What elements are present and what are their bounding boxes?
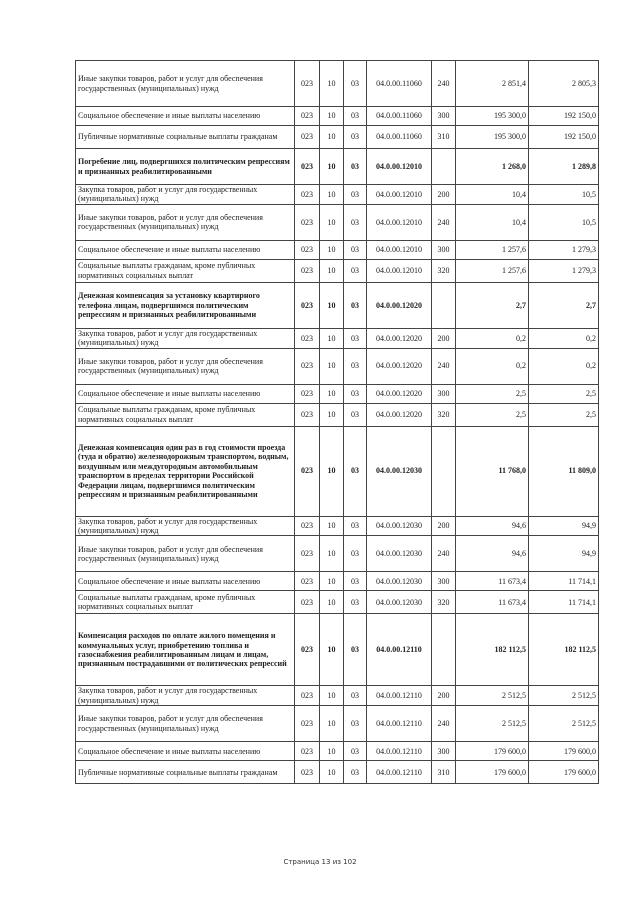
row-name: Социальное обеспечение и иные выплаты населению: [76, 107, 295, 126]
table-row: [76, 126, 599, 149]
table-row: [76, 706, 599, 742]
row-csr: 04.0.00.12110: [367, 706, 432, 742]
row-csr: 04.0.00.12110: [367, 761, 432, 784]
row-value-2: 2 512,5: [529, 706, 599, 742]
row-pr: 03: [344, 240, 367, 259]
row-value-2: 11 714,1: [529, 572, 599, 591]
row-name: Иные закупки товаров, работ и услуг для обеспечения государственных (муниципальных) нужд: [76, 348, 295, 384]
row-csr: 04.0.00.12020: [367, 328, 432, 348]
row-value-1: 182 112,5: [456, 614, 529, 686]
row-pr: 03: [344, 591, 367, 614]
row-ved: 023: [295, 282, 320, 328]
row-name: Иные закупки товаров, работ и услуг для обеспечения государственных (муниципальных) нужд: [76, 61, 295, 107]
row-rz: 10: [320, 107, 344, 126]
table-row: [76, 384, 599, 403]
row-value-2: 2 805,3: [529, 61, 599, 107]
row-value-1: 10,4: [456, 204, 529, 240]
row-vr: 240: [432, 706, 456, 742]
row-name: Публичные нормативные социальные выплаты гражданам: [76, 761, 295, 784]
row-name: Иные закупки товаров, работ и услуг для обеспечения государственных (муниципальных) нужд: [76, 706, 295, 742]
row-value-1: 1 257,6: [456, 240, 529, 259]
row-value-1: 11 673,4: [456, 591, 529, 614]
row-value-1: 94,6: [456, 536, 529, 572]
row-value-1: 11 768,0: [456, 426, 529, 516]
row-rz: 10: [320, 149, 344, 185]
row-ved: 023: [295, 204, 320, 240]
row-csr: 04.0.00.11060: [367, 107, 432, 126]
row-name: Публичные нормативные социальные выплаты гражданам: [76, 126, 295, 149]
row-value-2: 2 512,5: [529, 686, 599, 706]
row-rz: 10: [320, 61, 344, 107]
row-pr: 03: [344, 686, 367, 706]
row-rz: 10: [320, 591, 344, 614]
row-vr: 200: [432, 185, 456, 205]
row-rz: 10: [320, 204, 344, 240]
row-ved: 023: [295, 686, 320, 706]
row-name: Погребение лиц, подвергшихся политическим репрессиям и признанных реабилитированными: [76, 149, 295, 185]
row-ved: 023: [295, 742, 320, 761]
row-csr: 04.0.00.11060: [367, 126, 432, 149]
row-name: Денежная компенсация один раз в год стоимости проезда (туда и обратно) железнодорожным транспортом, водным, воздушным или междугородным автомобильным транспортом в пределах территории Российской Федерации лицам, подвергшимся политическим репрессиям и признанным реабилитированными: [76, 426, 295, 516]
row-vr: 300: [432, 240, 456, 259]
row-csr: 04.0.00.12010: [367, 240, 432, 259]
row-csr: 04.0.00.12030: [367, 572, 432, 591]
row-name: Иные закупки товаров, работ и услуг для обеспечения государственных (муниципальных) нужд: [76, 204, 295, 240]
table-row: [76, 742, 599, 761]
row-rz: 10: [320, 706, 344, 742]
row-ved: 023: [295, 185, 320, 205]
row-name: Социальные выплаты гражданам, кроме публичных нормативных социальных выплат: [76, 259, 295, 282]
row-pr: 03: [344, 259, 367, 282]
row-rz: 10: [320, 259, 344, 282]
row-ved: 023: [295, 614, 320, 686]
row-vr: 320: [432, 259, 456, 282]
row-csr: 04.0.00.12110: [367, 742, 432, 761]
row-vr: 310: [432, 126, 456, 149]
row-value-1: 2,5: [456, 403, 529, 426]
row-name: Компенсация расходов по оплате жилого помещения и коммунальных услуг, приобретению топлива и газоснабжения реабилитированным лицам и лицам, признанным пострадавшими от политических репрессий: [76, 614, 295, 686]
row-vr: 300: [432, 572, 456, 591]
row-rz: 10: [320, 403, 344, 426]
row-value-2: 192 150,0: [529, 126, 599, 149]
row-name: Закупка товаров, работ и услуг для государственных (муниципальных) нужд: [76, 328, 295, 348]
row-pr: 03: [344, 204, 367, 240]
row-vr: 240: [432, 536, 456, 572]
row-value-2: 1 289,8: [529, 149, 599, 185]
row-value-1: 1 257,6: [456, 259, 529, 282]
table-row: [76, 516, 599, 536]
row-value-1: 195 300,0: [456, 107, 529, 126]
table-row: [76, 403, 599, 426]
row-value-2: 1 279,3: [529, 259, 599, 282]
row-csr: 04.0.00.12020: [367, 403, 432, 426]
row-ved: 023: [295, 107, 320, 126]
row-csr: 04.0.00.12020: [367, 348, 432, 384]
row-ved: 023: [295, 706, 320, 742]
row-value-2: 0,2: [529, 328, 599, 348]
row-value-1: 0,2: [456, 328, 529, 348]
row-pr: 03: [344, 282, 367, 328]
row-vr: 300: [432, 107, 456, 126]
row-value-1: 10,4: [456, 185, 529, 205]
row-value-2: 2,5: [529, 384, 599, 403]
row-value-2: 182 112,5: [529, 614, 599, 686]
row-rz: 10: [320, 348, 344, 384]
row-ved: 023: [295, 516, 320, 536]
row-value-1: 2 512,5: [456, 706, 529, 742]
table-row: [76, 348, 599, 384]
row-pr: 03: [344, 614, 367, 686]
row-pr: 03: [344, 706, 367, 742]
row-csr: 04.0.00.12010: [367, 149, 432, 185]
row-pr: 03: [344, 185, 367, 205]
table-row: [76, 61, 599, 107]
row-name: Социальное обеспечение и иные выплаты населению: [76, 384, 295, 403]
row-pr: 03: [344, 328, 367, 348]
row-pr: 03: [344, 516, 367, 536]
row-csr: 04.0.00.12030: [367, 591, 432, 614]
row-name: Закупка товаров, работ и услуг для государственных (муниципальных) нужд: [76, 516, 295, 536]
row-ved: 023: [295, 536, 320, 572]
row-name: Закупка товаров, работ и услуг для государственных (муниципальных) нужд: [76, 185, 295, 205]
table-row: [76, 204, 599, 240]
row-rz: 10: [320, 328, 344, 348]
row-rz: 10: [320, 516, 344, 536]
row-vr: [432, 614, 456, 686]
row-pr: 03: [344, 126, 367, 149]
row-ved: 023: [295, 591, 320, 614]
row-rz: 10: [320, 282, 344, 328]
row-rz: 10: [320, 185, 344, 205]
table-row: [76, 536, 599, 572]
row-vr: 300: [432, 742, 456, 761]
row-rz: 10: [320, 426, 344, 516]
budget-table: [75, 60, 599, 784]
row-ved: 023: [295, 328, 320, 348]
row-vr: 240: [432, 348, 456, 384]
row-csr: 04.0.00.12010: [367, 185, 432, 205]
table-row: [76, 149, 599, 185]
row-pr: 03: [344, 107, 367, 126]
row-vr: 320: [432, 591, 456, 614]
row-pr: 03: [344, 742, 367, 761]
table-body: [76, 61, 599, 784]
row-ved: 023: [295, 384, 320, 403]
table-row: [76, 614, 599, 686]
row-vr: 240: [432, 61, 456, 107]
row-rz: 10: [320, 126, 344, 149]
row-vr: 240: [432, 204, 456, 240]
row-value-2: 2,5: [529, 403, 599, 426]
row-name: Социальное обеспечение и иные выплаты населению: [76, 572, 295, 591]
row-csr: 04.0.00.12110: [367, 686, 432, 706]
row-rz: 10: [320, 536, 344, 572]
row-ved: 023: [295, 149, 320, 185]
row-value-2: 10,5: [529, 204, 599, 240]
table-row: [76, 426, 599, 516]
row-value-1: 179 600,0: [456, 742, 529, 761]
row-value-2: 0,2: [529, 348, 599, 384]
row-value-2: 94,9: [529, 536, 599, 572]
row-pr: 03: [344, 426, 367, 516]
row-pr: 03: [344, 384, 367, 403]
row-vr: 200: [432, 328, 456, 348]
row-vr: [432, 149, 456, 185]
row-csr: 04.0.00.12030: [367, 426, 432, 516]
row-ved: 023: [295, 259, 320, 282]
row-value-2: 11 809,0: [529, 426, 599, 516]
row-name: Денежная компенсация за установку квартирного телефона лицам, подвергшимся политическим репрессиям и признанных реабилитированными: [76, 282, 295, 328]
row-value-1: 1 268,0: [456, 149, 529, 185]
table-row: [76, 282, 599, 328]
row-ved: 023: [295, 761, 320, 784]
row-pr: 03: [344, 149, 367, 185]
row-rz: 10: [320, 686, 344, 706]
row-pr: 03: [344, 403, 367, 426]
table-row: [76, 259, 599, 282]
row-value-2: 10,5: [529, 185, 599, 205]
row-vr: [432, 426, 456, 516]
row-vr: [432, 282, 456, 328]
row-rz: 10: [320, 384, 344, 403]
row-rz: 10: [320, 240, 344, 259]
row-name: Иные закупки товаров, работ и услуг для обеспечения государственных (муниципальных) нужд: [76, 536, 295, 572]
row-value-2: 94,9: [529, 516, 599, 536]
row-rz: 10: [320, 742, 344, 761]
row-pr: 03: [344, 761, 367, 784]
row-vr: 310: [432, 761, 456, 784]
table-row: [76, 185, 599, 205]
row-rz: 10: [320, 572, 344, 591]
row-ved: 023: [295, 61, 320, 107]
row-ved: 023: [295, 572, 320, 591]
row-pr: 03: [344, 536, 367, 572]
row-name: Социальные выплаты гражданам, кроме публичных нормативных социальных выплат: [76, 591, 295, 614]
row-value-2: 192 150,0: [529, 107, 599, 126]
row-value-2: 179 600,0: [529, 761, 599, 784]
row-ved: 023: [295, 426, 320, 516]
table-row: [76, 107, 599, 126]
row-value-1: 2,5: [456, 384, 529, 403]
row-csr: 04.0.00.11060: [367, 61, 432, 107]
page-footer: Страница 13 из 102: [283, 858, 357, 866]
row-csr: 04.0.00.12010: [367, 259, 432, 282]
table-row: [76, 761, 599, 784]
row-csr: 04.0.00.12030: [367, 536, 432, 572]
row-ved: 023: [295, 348, 320, 384]
row-name: Закупка товаров, работ и услуг для государственных (муниципальных) нужд: [76, 686, 295, 706]
row-value-2: 1 279,3: [529, 240, 599, 259]
table-row: [76, 240, 599, 259]
table-row: [76, 572, 599, 591]
row-pr: 03: [344, 572, 367, 591]
row-value-1: 94,6: [456, 516, 529, 536]
row-pr: 03: [344, 61, 367, 107]
row-value-2: 11 714,1: [529, 591, 599, 614]
row-ved: 023: [295, 126, 320, 149]
row-csr: 04.0.00.12030: [367, 516, 432, 536]
table-row: [76, 328, 599, 348]
table-row: [76, 591, 599, 614]
row-value-1: 11 673,4: [456, 572, 529, 591]
table-row: [76, 686, 599, 706]
row-value-1: 179 600,0: [456, 761, 529, 784]
row-name: Социальное обеспечение и иные выплаты населению: [76, 742, 295, 761]
row-value-1: 2,7: [456, 282, 529, 328]
row-vr: 320: [432, 403, 456, 426]
row-csr: 04.0.00.12010: [367, 204, 432, 240]
row-vr: 300: [432, 384, 456, 403]
row-csr: 04.0.00.12020: [367, 384, 432, 403]
row-vr: 200: [432, 516, 456, 536]
row-rz: 10: [320, 761, 344, 784]
row-ved: 023: [295, 403, 320, 426]
row-value-2: 179 600,0: [529, 742, 599, 761]
row-vr: 200: [432, 686, 456, 706]
row-value-1: 0,2: [456, 348, 529, 384]
row-name: Социальное обеспечение и иные выплаты населению: [76, 240, 295, 259]
row-csr: 04.0.00.12110: [367, 614, 432, 686]
row-value-1: 2 851,4: [456, 61, 529, 107]
row-value-1: 2 512,5: [456, 686, 529, 706]
row-value-1: 195 300,0: [456, 126, 529, 149]
row-ved: 023: [295, 240, 320, 259]
row-csr: 04.0.00.12020: [367, 282, 432, 328]
row-rz: 10: [320, 614, 344, 686]
row-value-2: 2,7: [529, 282, 599, 328]
row-name: Социальные выплаты гражданам, кроме публичных нормативных социальных выплат: [76, 403, 295, 426]
row-pr: 03: [344, 348, 367, 384]
